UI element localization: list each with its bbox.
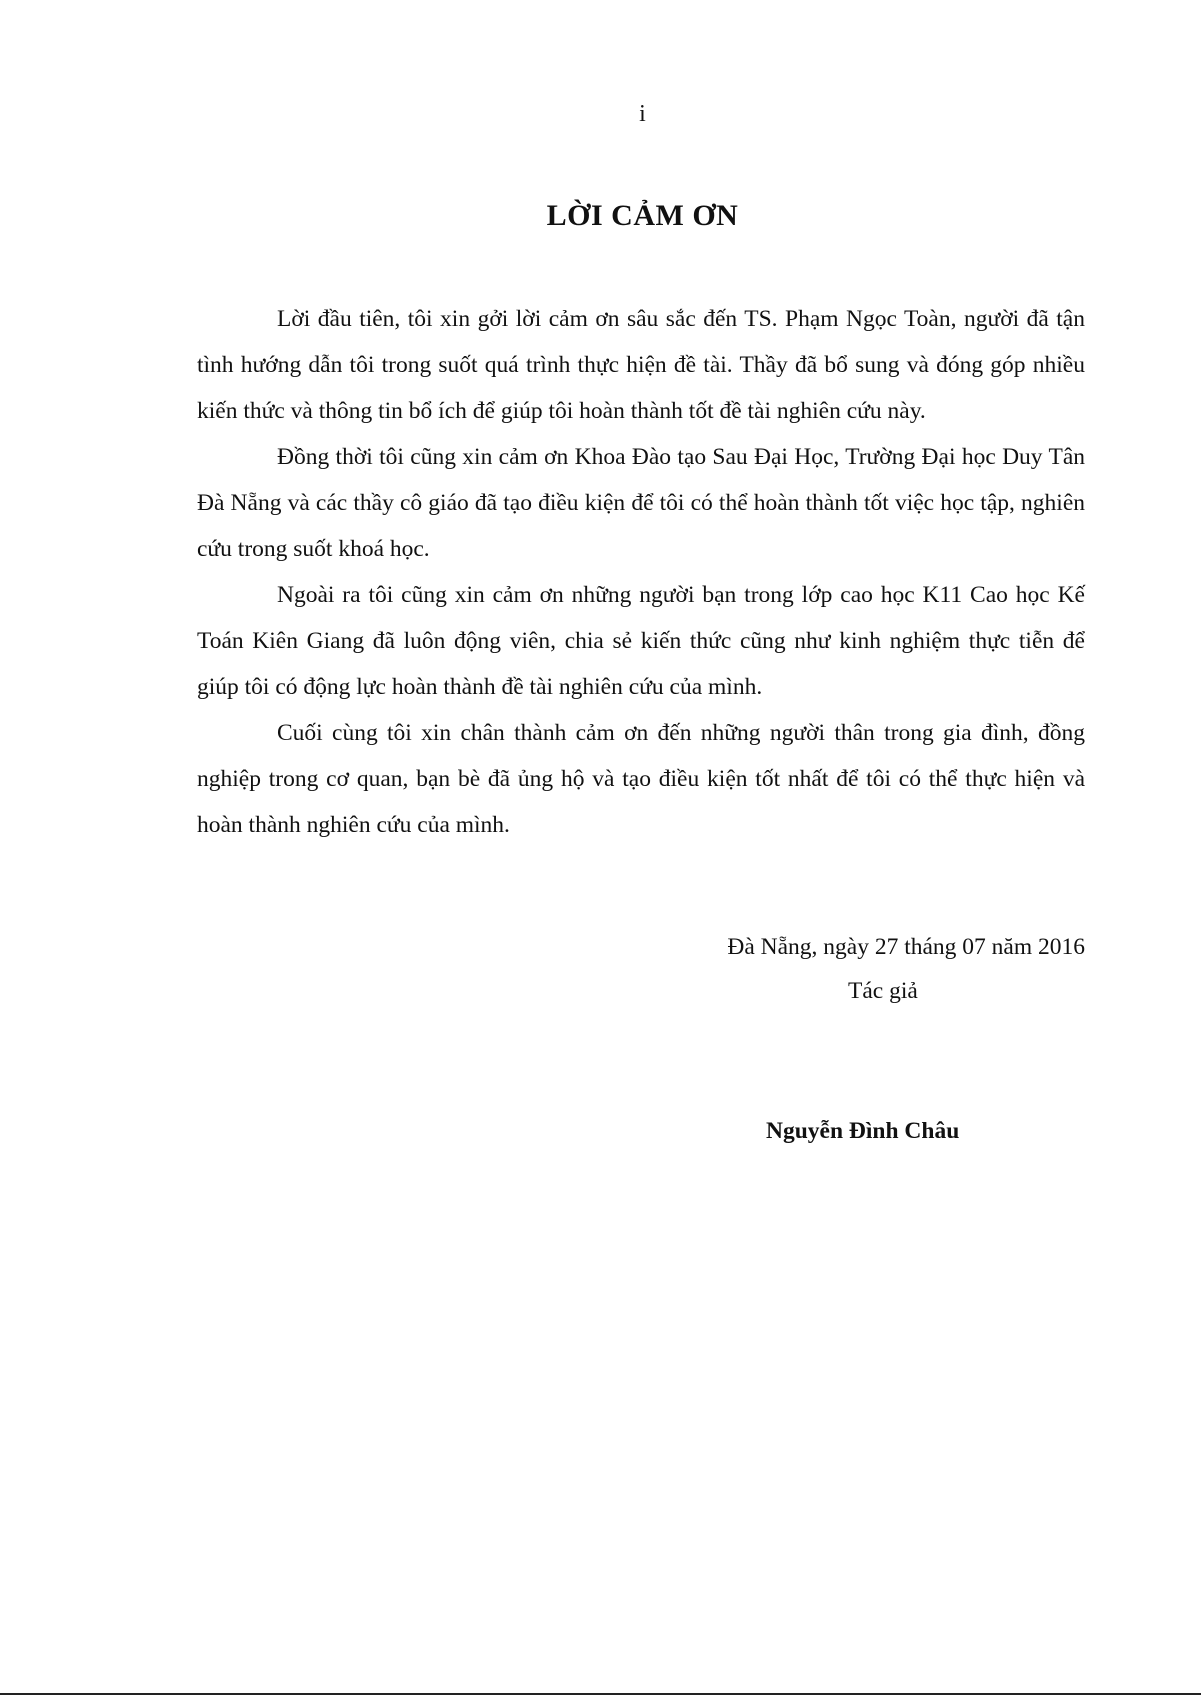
signature-author-label: Tác giả	[848, 978, 918, 1004]
paragraph-3: Ngoài ra tôi cũng xin cảm ơn những người bạn trong lớp cao học K11 Cao học Kế Toán Kiên Giang đã luôn động viên, chia sẻ kiến thức cũng như kinh nghiệm thực tiễn để giúp tôi có động lực hoàn thành đề tài nghiên cứu của mình.	[197, 582, 1085, 700]
signature-date-line: Đà Nẵng, ngày 27 tháng 07 năm 2016	[727, 934, 1085, 960]
page-number: i	[639, 101, 646, 127]
paragraph-1: Lời đầu tiên, tôi xin gởi lời cảm ơn sâu sắc đến TS. Phạm Ngọc Toàn, người đã tận tình hướng dẫn tôi trong suốt quá trình thực hiện đề tài. Thầy đã bổ sung và đóng góp nhiều kiến thức và thông tin bổ ích để giúp tôi hoàn thành tốt đề tài nghiên cứu này.	[197, 306, 1085, 424]
paragraph-4: Cuối cùng tôi xin chân thành cảm ơn đến những người thân trong gia đình, đồng nghiệp trong cơ quan, bạn bè đã ủng hộ và tạo điều kiện tốt nhất để tôi có thể thực hiện và hoàn thành nghiên cứu của mình.	[197, 720, 1085, 838]
page-bottom-border	[0, 1693, 1201, 1695]
paragraph-2: Đồng thời tôi cũng xin cảm ơn Khoa Đào tạo Sau Đại Học, Trường Đại học Duy Tân Đà Nẵng và các thầy cô giáo đã tạo điều kiện để tôi có thể hoàn thành tốt việc học tập, nghiên cứu trong suốt khoá học.	[197, 444, 1085, 562]
acknowledgement-body	[197, 296, 1085, 848]
page-title: LỜI CẢM ƠN	[546, 199, 739, 232]
signature-author-name: Nguyễn Đình Châu	[766, 1118, 960, 1144]
